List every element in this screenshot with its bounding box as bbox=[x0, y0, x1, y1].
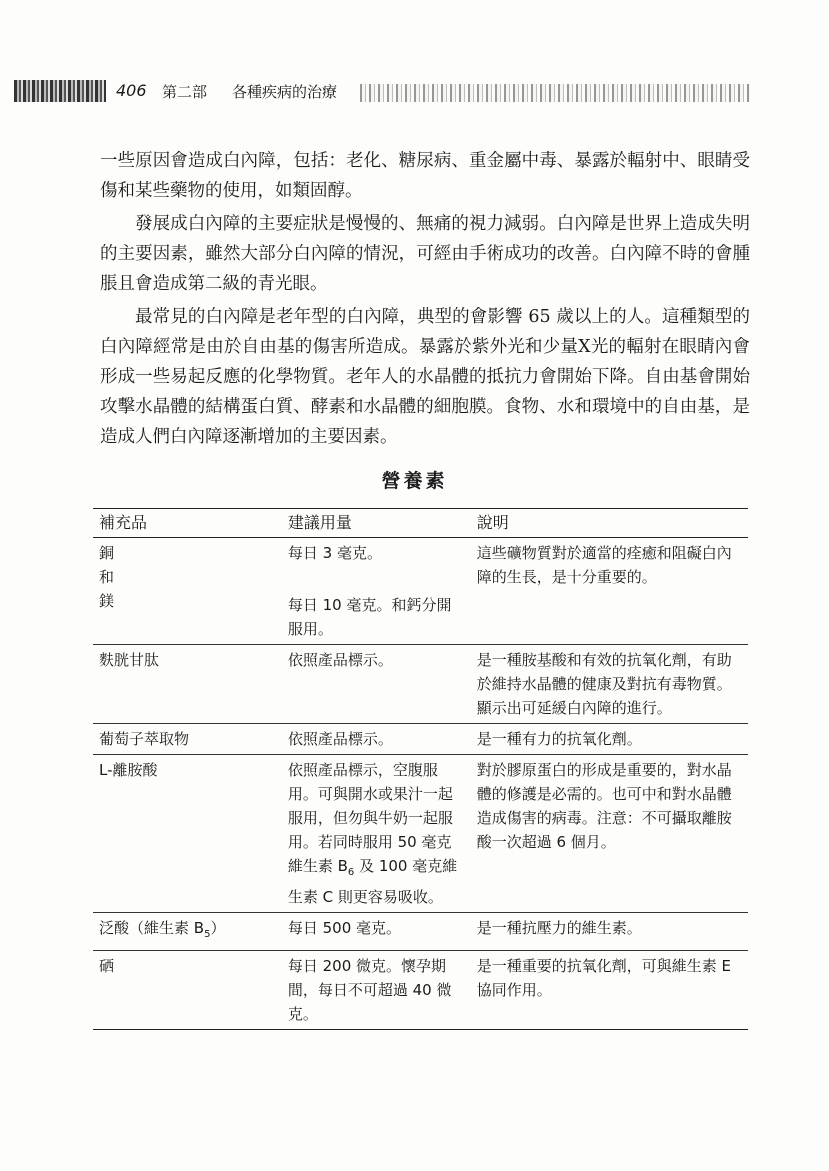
subscript: 6 bbox=[347, 867, 355, 878]
table-header-row bbox=[93, 509, 748, 538]
table-row bbox=[93, 913, 748, 951]
notes-cell: 是一種有力的抗氧化劑。 bbox=[471, 724, 748, 755]
supplement-name: 和 bbox=[99, 568, 115, 586]
nutrient-table bbox=[93, 508, 748, 1030]
running-header bbox=[0, 78, 829, 106]
supplement-cell bbox=[93, 538, 282, 645]
page-number: 406 bbox=[116, 81, 147, 100]
paragraph-1: 一些原因會造成白內障，包括：老化、糖尿病、重金屬中毒、暴露於輻射中、眼睛受傷和某些藥物的使用，如類固醇。 bbox=[100, 151, 750, 201]
table-title: 營養素 bbox=[381, 470, 448, 492]
supplement-cell: 硒 bbox=[93, 951, 282, 1030]
dosage-text: 及 100 毫克維生素 C 則更容易吸收。 bbox=[287, 857, 458, 906]
dosage-cell bbox=[282, 538, 471, 645]
supplement-name: 泛酸（維生素 B bbox=[99, 919, 205, 937]
notes-cell: 是一種抗壓力的維生素。 bbox=[471, 913, 748, 951]
dosage-cell: 每日 500 毫克。 bbox=[282, 913, 471, 951]
paragraph-2: 發展成白內障的主要症狀是慢慢的、無痛的視力減弱。白內障是世界上造成失明的主要因素，雖然大部分白內障的情況，可經由手術成功的改善。白內障不時的會腫脹且會造成第二級的青光眼。 bbox=[100, 214, 750, 294]
table-row bbox=[93, 755, 748, 913]
notes-cell: 對於膠原蛋白的形成是重要的，對水晶體的修護是必需的。也可中和對水晶體造成傷害的病毒。注意：不可攝取離胺酸一次超過 6 個月。 bbox=[471, 755, 748, 913]
col-header-supplement: 補充品 bbox=[93, 509, 282, 538]
header-decoration-left bbox=[14, 80, 106, 102]
notes-cell: 是一種胺基酸和有效的抗氧化劑，有助於維持水晶體的健康及對抗有毒物質。顯示出可延緩白內障的進行。 bbox=[471, 645, 748, 724]
dosage-text: 每日 3 毫克。 bbox=[287, 544, 382, 562]
dosage-text: 依照產品標示，空腹服用。可與開水或果汁一起服用，但勿與牛奶一起服用。若同時服用 50 毫克維生素 B bbox=[287, 761, 453, 875]
supplement-cell: 麩胱甘肽 bbox=[93, 645, 282, 724]
dosage-cell: 依照產品標示。 bbox=[282, 724, 471, 755]
chapter-title: 各種疾病的治療 bbox=[232, 83, 338, 101]
notes-cell: 是一種重要的抗氧化劑，可與維生素 E 協同作用。 bbox=[471, 951, 748, 1030]
dosage-text: 每日 10 毫克。和鈣分開服用。 bbox=[287, 596, 452, 638]
supplement-cell bbox=[93, 913, 282, 951]
header-decoration-right bbox=[360, 84, 750, 102]
table-row bbox=[93, 724, 748, 755]
body-text bbox=[100, 146, 750, 455]
part-label: 第二部 bbox=[162, 83, 208, 101]
supplement-name: 銅 bbox=[99, 544, 115, 562]
table-row bbox=[93, 538, 748, 645]
supplement-name: ） bbox=[210, 919, 226, 937]
paragraph-3: 最常見的白內障是老年型的白內障，典型的會影響 65 歲以上的人。這種類型的白內障經常是由於自由基的傷害所造成。暴露於紫外光和少量X光的輻射在眼睛內會形成一些易起反應的化學物質。老年人的水晶體的抵抗力會開始下降。自由基會開始攻擊水晶體的結構蛋白質、酵素和水晶體的細胞膜。食物、水和環境中的自由基，是造成人們白內障逐漸增加的主要因素。 bbox=[100, 307, 750, 447]
dosage-cell: 依照產品標示。 bbox=[282, 645, 471, 724]
table-row bbox=[93, 951, 748, 1030]
col-header-notes: 說明 bbox=[471, 509, 748, 538]
notes-cell: 這些礦物質對於適當的痊癒和阻礙白內障的生長，是十分重要的。 bbox=[471, 538, 748, 645]
table-row bbox=[93, 645, 748, 724]
supplement-name: 鎂 bbox=[99, 592, 115, 610]
supplement-cell: L-離胺酸 bbox=[93, 755, 282, 913]
supplement-cell: 葡萄子萃取物 bbox=[93, 724, 282, 755]
subscript: 5 bbox=[204, 929, 211, 940]
dosage-cell: 每日 200 微克。懷孕期間，每日不可超過 40 微克。 bbox=[282, 951, 471, 1030]
dosage-cell bbox=[282, 755, 471, 913]
col-header-dosage: 建議用量 bbox=[282, 509, 471, 538]
